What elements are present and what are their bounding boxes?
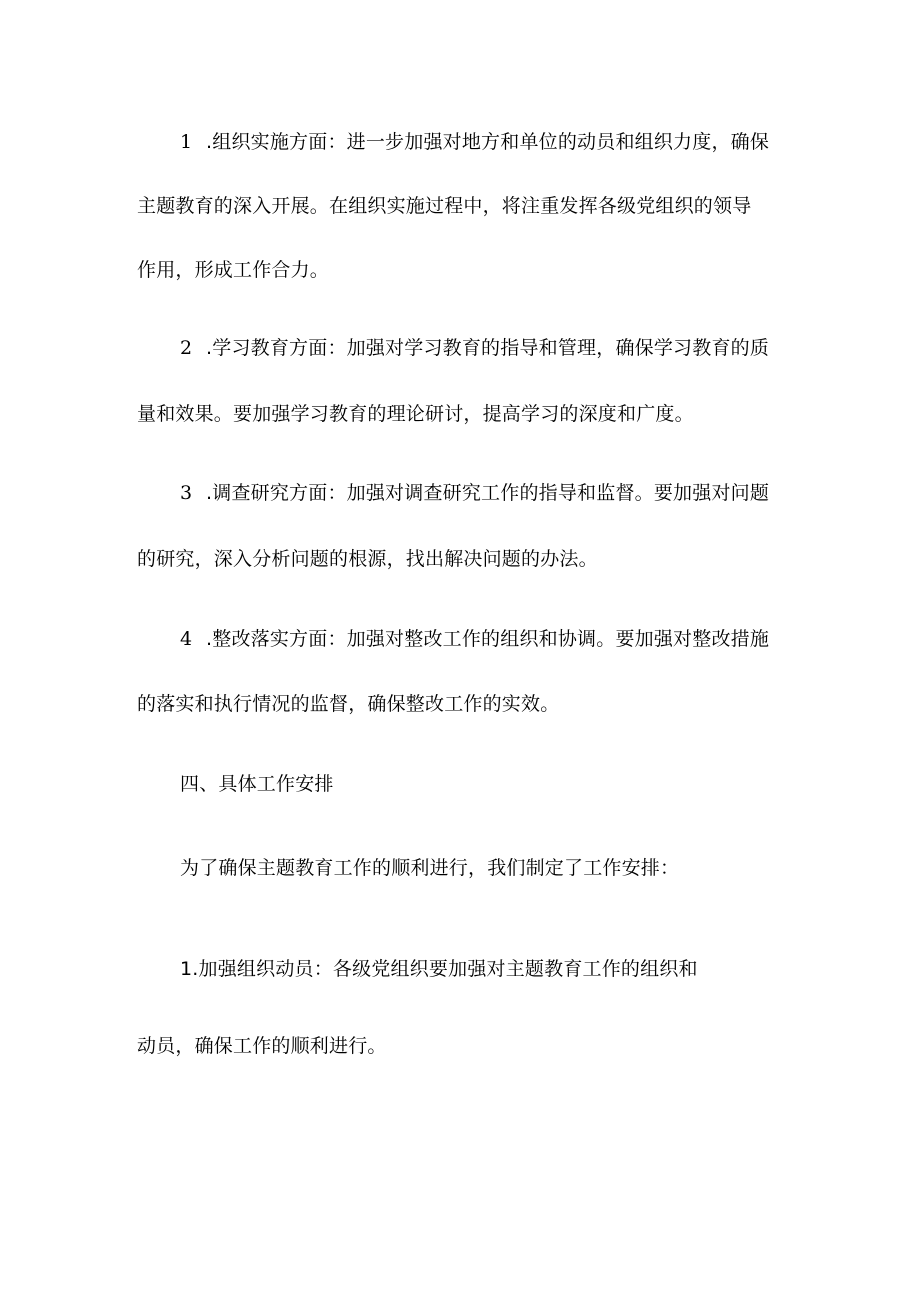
- intro-paragraph: 为了确保主题教育工作的顺利进行，我们制定了工作安排：: [180, 857, 680, 879]
- paragraph-3-number: 3: [180, 482, 193, 504]
- paragraph-1-text: .组织实施方面：进一步加强对地方和单位的动员和组织力度，确保: [206, 131, 770, 153]
- paragraph-1-line-2: 主题教育的深入开展。在组织实施过程中，将注重发挥各级党组织的领导: [137, 195, 752, 217]
- item-1-line-2: 动员，确保工作的顺利进行。: [137, 1035, 387, 1057]
- paragraph-1-line-3: 作用，形成工作合力。: [137, 259, 330, 281]
- paragraph-4-line-1: [180, 627, 769, 651]
- item-1-line-1: 1.加强组织动员：各级党组织要加强对主题教育工作的组织和: [180, 958, 698, 980]
- paragraph-1-number: 1: [180, 131, 193, 153]
- paragraph-2-number: 2: [180, 337, 193, 359]
- paragraph-4-line-2: 的落实和执行情况的监督，确保整改工作的实效。: [137, 693, 560, 715]
- section-heading: 四、具体工作安排: [180, 773, 334, 795]
- paragraph-3-line-1: [180, 481, 769, 505]
- paragraph-2-line-1: [180, 336, 769, 360]
- paragraph-2-text: .学习教育方面：加强对学习教育的指导和管理，确保学习教育的质: [206, 337, 770, 359]
- paragraph-3-line-2: 的研究，深入分析问题的根源，找出解决问题的办法。: [137, 548, 598, 570]
- paragraph-4-text: .整改落实方面：加强对整改工作的组织和协调。要加强对整改措施: [206, 628, 770, 650]
- paragraph-4-number: 4: [180, 628, 193, 650]
- paragraph-1-line-1: [180, 130, 769, 154]
- paragraph-2-line-2: 量和效果。要加强学习教育的理论研讨，提高学习的深度和广度。: [137, 403, 694, 425]
- paragraph-3-text: .调查研究方面：加强对调查研究工作的指导和监督。要加强对问题: [206, 482, 770, 504]
